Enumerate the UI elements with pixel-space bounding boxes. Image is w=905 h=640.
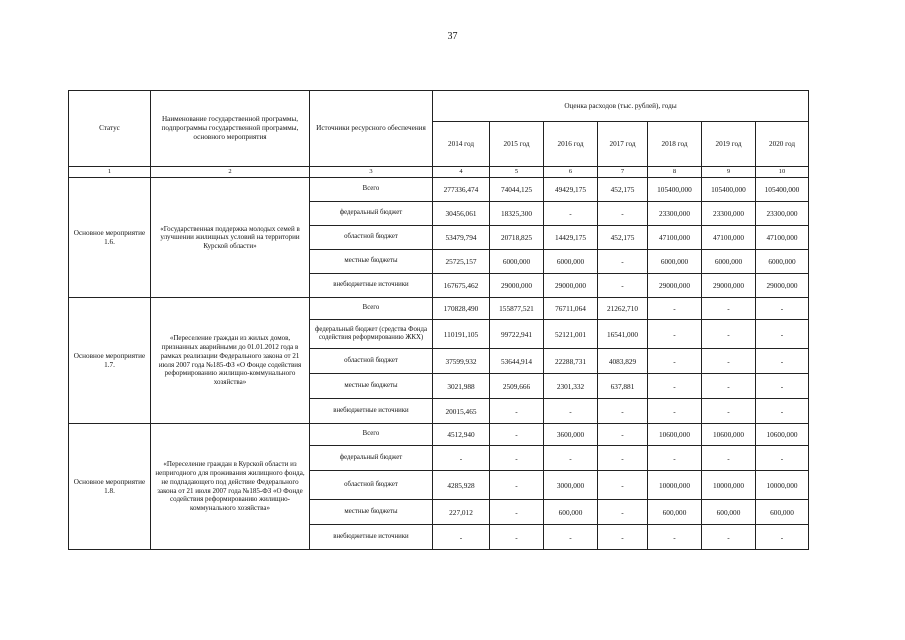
- value-cell: -: [756, 525, 809, 550]
- value-cell: 155877,521: [490, 298, 544, 320]
- value-cell: 49429,175: [544, 178, 598, 202]
- header-year: 2017 год: [598, 122, 648, 167]
- value-cell: 3000,000: [544, 471, 598, 500]
- budget-table: [68, 90, 809, 550]
- column-number-row: [69, 167, 809, 178]
- value-cell: -: [702, 349, 756, 374]
- header-name: Наименование государственной программы, подпрограммы государственной программы, основного мероприятия: [151, 91, 310, 167]
- column-number: 5: [490, 167, 544, 178]
- column-number: 7: [598, 167, 648, 178]
- measure-name-cell: «Переселение граждан в Курской области из непригодного для проживания жилищного фонда, не подпадающего под действие Федерального закона от 21 июля 2007 года №185-ФЗ «О Фонде содействия реформированию жилищно-коммунального хозяйства»: [151, 424, 310, 550]
- header-year: 2018 год: [648, 122, 702, 167]
- value-cell: 3600,000: [544, 424, 598, 446]
- value-cell: 52121,001: [544, 320, 598, 349]
- value-cell: -: [490, 446, 544, 471]
- table-row: [69, 298, 809, 320]
- value-cell: 4285,928: [433, 471, 490, 500]
- status-cell: Основное мероприятие 1.6.: [69, 178, 151, 298]
- value-cell: 10600,000: [648, 424, 702, 446]
- value-cell: -: [756, 349, 809, 374]
- header-year: 2016 год: [544, 122, 598, 167]
- value-cell: -: [648, 349, 702, 374]
- source-cell: федеральный бюджет: [310, 446, 433, 471]
- header-year: 2015 год: [490, 122, 544, 167]
- value-cell: 2509,666: [490, 374, 544, 399]
- value-cell: -: [756, 374, 809, 399]
- value-cell: -: [433, 525, 490, 550]
- value-cell: 10600,000: [702, 424, 756, 446]
- value-cell: -: [598, 202, 648, 226]
- page-number: 37: [447, 31, 458, 42]
- source-cell: федеральный бюджет (средства Фонда содействия реформированию ЖКХ): [310, 320, 433, 349]
- source-cell: местные бюджеты: [310, 250, 433, 274]
- value-cell: 452,175: [598, 178, 648, 202]
- value-cell: 10000,000: [648, 471, 702, 500]
- value-cell: -: [544, 525, 598, 550]
- value-cell: 53479,794: [433, 226, 490, 250]
- column-number: 6: [544, 167, 598, 178]
- value-cell: 4512,940: [433, 424, 490, 446]
- measure-name-cell: «Переселение граждан из жилых домов, признанных аварийными до 01.01.2012 года в рамках реализации Федерального закона от 21 июля 2007 года №185-ФЗ «О Фонде содействия реформированию жилищно-коммунального хозяйства»: [151, 298, 310, 424]
- value-cell: 20015,465: [433, 399, 490, 424]
- value-cell: 23300,000: [756, 202, 809, 226]
- value-cell: -: [756, 399, 809, 424]
- value-cell: 105400,000: [756, 178, 809, 202]
- value-cell: 53644,914: [490, 349, 544, 374]
- value-cell: 29000,000: [702, 274, 756, 298]
- value-cell: 637,881: [598, 374, 648, 399]
- value-cell: 14429,175: [544, 226, 598, 250]
- source-cell: внебюджетные источники: [310, 399, 433, 424]
- value-cell: 10000,000: [756, 471, 809, 500]
- value-cell: 29000,000: [490, 274, 544, 298]
- value-cell: 47100,000: [756, 226, 809, 250]
- value-cell: 23300,000: [702, 202, 756, 226]
- value-cell: -: [490, 525, 544, 550]
- value-cell: -: [544, 202, 598, 226]
- value-cell: -: [648, 320, 702, 349]
- value-cell: -: [702, 298, 756, 320]
- value-cell: 277336,474: [433, 178, 490, 202]
- value-cell: -: [490, 424, 544, 446]
- column-number: 2: [151, 167, 310, 178]
- value-cell: 6000,000: [648, 250, 702, 274]
- source-cell: федеральный бюджет: [310, 202, 433, 226]
- source-cell: Всего: [310, 298, 433, 320]
- value-cell: 110191,105: [433, 320, 490, 349]
- value-cell: 99722,941: [490, 320, 544, 349]
- value-cell: 29000,000: [756, 274, 809, 298]
- value-cell: -: [648, 446, 702, 471]
- header-status: Статус: [69, 91, 151, 167]
- value-cell: 21262,710: [598, 298, 648, 320]
- header-year: 2019 год: [702, 122, 756, 167]
- value-cell: 25725,157: [433, 250, 490, 274]
- value-cell: 167675,462: [433, 274, 490, 298]
- value-cell: -: [598, 399, 648, 424]
- value-cell: 227,012: [433, 500, 490, 525]
- source-cell: областной бюджет: [310, 349, 433, 374]
- status-cell: Основное мероприятие 1.7.: [69, 298, 151, 424]
- header-estimate: Оценка расходов (тыс. рублей), годы: [433, 91, 809, 122]
- column-number: 4: [433, 167, 490, 178]
- value-cell: -: [756, 298, 809, 320]
- value-cell: 6000,000: [702, 250, 756, 274]
- value-cell: -: [598, 274, 648, 298]
- column-number: 10: [756, 167, 809, 178]
- source-cell: областной бюджет: [310, 471, 433, 500]
- value-cell: -: [648, 399, 702, 424]
- value-cell: -: [433, 446, 490, 471]
- value-cell: -: [490, 471, 544, 500]
- value-cell: -: [598, 525, 648, 550]
- value-cell: 6000,000: [490, 250, 544, 274]
- value-cell: 23300,000: [648, 202, 702, 226]
- measure-name-cell: «Государственная поддержка молодых семей в улучшении жилищных условий на территории Курской области»: [151, 178, 310, 298]
- value-cell: 47100,000: [702, 226, 756, 250]
- table-row: [69, 424, 809, 446]
- value-cell: 74044,125: [490, 178, 544, 202]
- value-cell: -: [490, 399, 544, 424]
- value-cell: 105400,000: [648, 178, 702, 202]
- value-cell: 16541,000: [598, 320, 648, 349]
- source-cell: областной бюджет: [310, 226, 433, 250]
- value-cell: -: [598, 471, 648, 500]
- value-cell: -: [648, 298, 702, 320]
- value-cell: 6000,000: [544, 250, 598, 274]
- value-cell: -: [702, 446, 756, 471]
- value-cell: 105400,000: [702, 178, 756, 202]
- value-cell: 10000,000: [702, 471, 756, 500]
- value-cell: 22288,731: [544, 349, 598, 374]
- column-number: 8: [648, 167, 702, 178]
- value-cell: 4083,829: [598, 349, 648, 374]
- header-source: Источники ресурсного обеспечения: [310, 91, 433, 167]
- source-cell: внебюджетные источники: [310, 525, 433, 550]
- value-cell: 600,000: [544, 500, 598, 525]
- value-cell: 37599,932: [433, 349, 490, 374]
- source-cell: внебюджетные источники: [310, 274, 433, 298]
- value-cell: -: [598, 424, 648, 446]
- value-cell: 452,175: [598, 226, 648, 250]
- header-year: 2020 год: [756, 122, 809, 167]
- value-cell: 10600,000: [756, 424, 809, 446]
- column-number: 9: [702, 167, 756, 178]
- status-cell: Основное мероприятие 1.8.: [69, 424, 151, 550]
- value-cell: -: [702, 525, 756, 550]
- header-year: 2014 год: [433, 122, 490, 167]
- table-row: [69, 178, 809, 202]
- value-cell: 47100,000: [648, 226, 702, 250]
- column-number: 1: [69, 167, 151, 178]
- value-cell: 600,000: [702, 500, 756, 525]
- value-cell: -: [598, 446, 648, 471]
- value-cell: 3021,988: [433, 374, 490, 399]
- value-cell: 20718,825: [490, 226, 544, 250]
- value-cell: -: [702, 399, 756, 424]
- source-cell: местные бюджеты: [310, 500, 433, 525]
- value-cell: 29000,000: [648, 274, 702, 298]
- value-cell: 30456,061: [433, 202, 490, 226]
- value-cell: 6000,000: [756, 250, 809, 274]
- value-cell: 600,000: [648, 500, 702, 525]
- source-cell: Всего: [310, 178, 433, 202]
- source-cell: Всего: [310, 424, 433, 446]
- value-cell: 170828,490: [433, 298, 490, 320]
- value-cell: -: [702, 374, 756, 399]
- column-number: 3: [310, 167, 433, 178]
- value-cell: -: [702, 320, 756, 349]
- value-cell: 2301,332: [544, 374, 598, 399]
- value-cell: 600,000: [756, 500, 809, 525]
- value-cell: -: [544, 446, 598, 471]
- source-cell: местные бюджеты: [310, 374, 433, 399]
- value-cell: -: [544, 399, 598, 424]
- value-cell: 76711,064: [544, 298, 598, 320]
- value-cell: -: [756, 446, 809, 471]
- value-cell: 18325,300: [490, 202, 544, 226]
- value-cell: -: [598, 250, 648, 274]
- value-cell: -: [648, 374, 702, 399]
- value-cell: -: [648, 525, 702, 550]
- value-cell: 29000,000: [544, 274, 598, 298]
- value-cell: -: [756, 320, 809, 349]
- value-cell: -: [598, 500, 648, 525]
- value-cell: -: [490, 500, 544, 525]
